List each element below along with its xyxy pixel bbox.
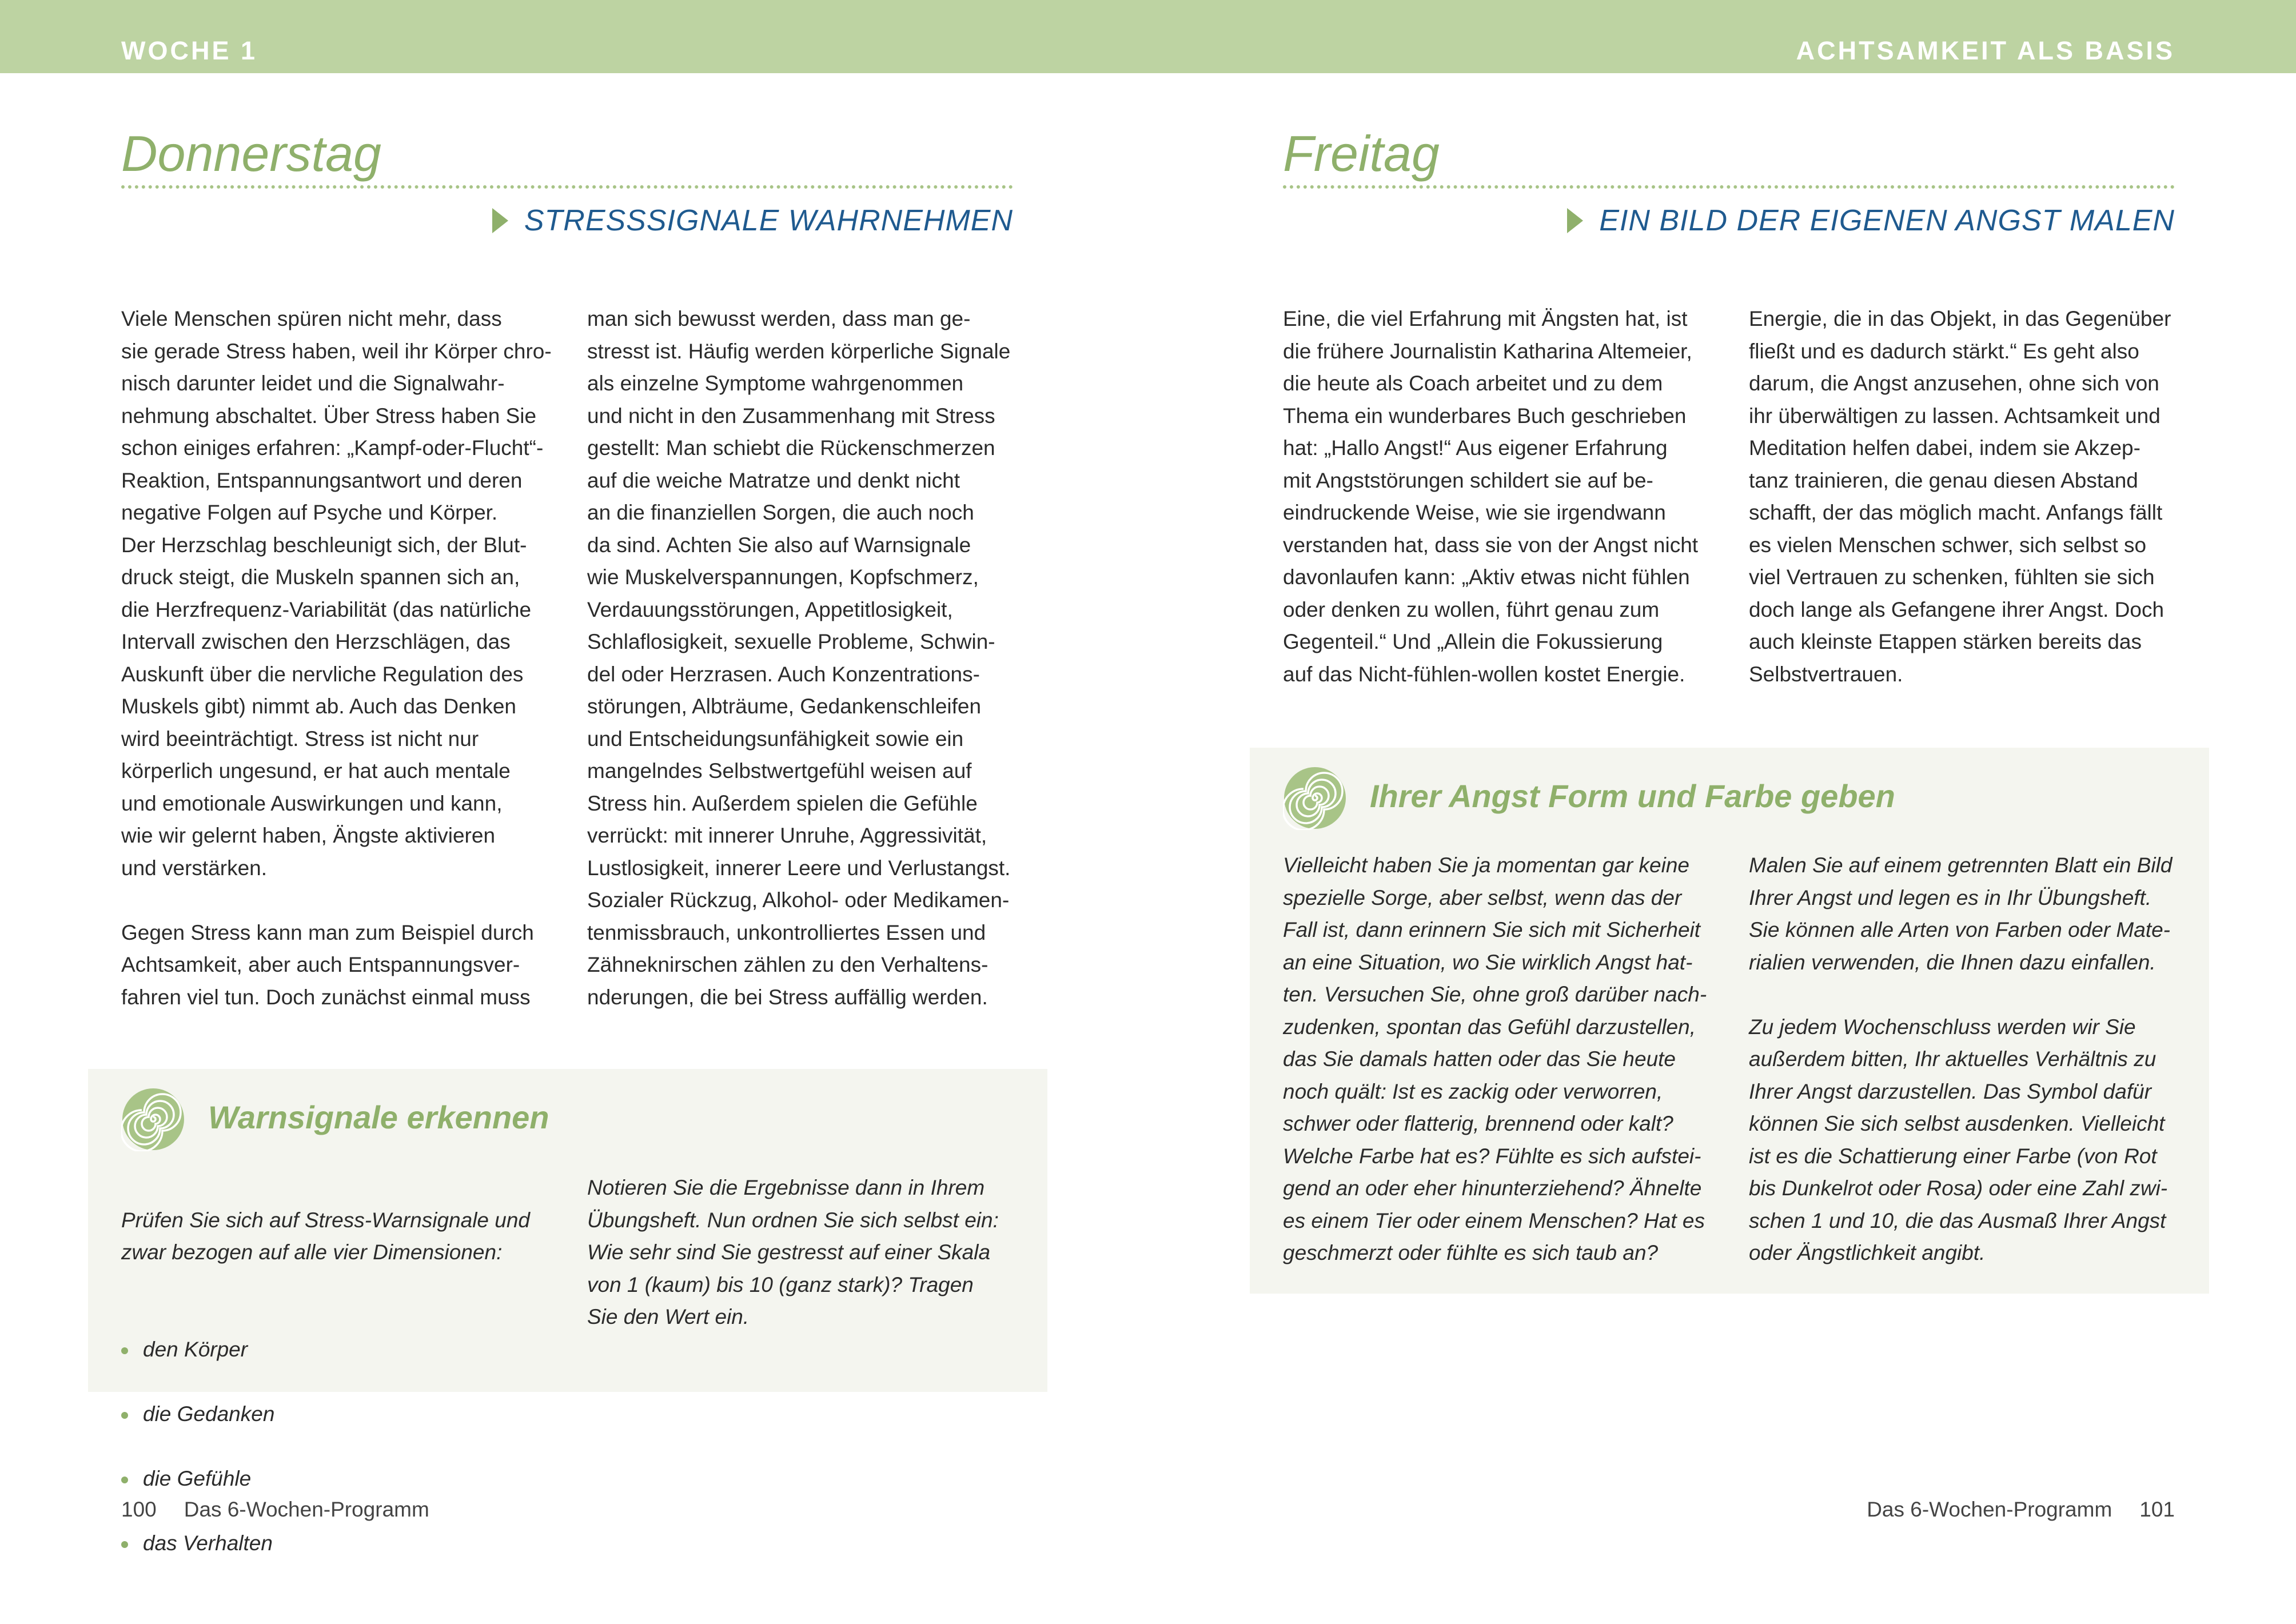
page-number-right: 101	[2139, 1498, 2175, 1521]
exercise-box-right-col2: Malen Sie auf einem getrennten Blatt ein Bild Ihrer Angst und legen es in Ihr Übungsheft. Sie können alle Arten von Farben oder Mate- rialien verwenden, die Ihnen dazu einfallen. Zu jedem Wochenschluss werden wir Sie außerdem bitten, Ihr aktuelles Verhältnis zu Ihrer Angst darzustellen. Das Symbol dafür können Sie sich selbst ausdenken. Vielleicht ist es die Schattierung einer Farbe (von Rot bis Dunkelrot oder Rosa) oder eine Zahl zwi- schen 1 und 10, die das Ausmaß Ihrer Angst oder Ängstlichkeit angibt.	[1749, 853, 2173, 1264]
list-item: den Körper	[121, 1334, 556, 1366]
list-item: die Gedanken	[121, 1398, 556, 1431]
subheading-left	[492, 204, 1013, 238]
footer-title-left: Das 6-Wochen-Programm	[184, 1498, 429, 1521]
day-title-right: Freitag	[1283, 125, 1440, 182]
list-item: das Verhalten	[121, 1527, 556, 1560]
exercise-box-left-col2: Notieren Sie die Ergebnisse dann in Ihrem Übungsheft. Nun ordnen Sie sich selbst ein: Wie sehr sind Sie gestresst auf einer Skala von 1 (kaum) bis 10 (ganz stark)? Tragen Sie den Wert ein.	[587, 1176, 999, 1328]
triangle-marker-icon	[492, 208, 508, 233]
dotted-divider-left	[121, 185, 1013, 189]
footer-title-right: Das 6-Wochen-Programm	[1867, 1498, 2112, 1521]
subheading-right	[1567, 204, 2175, 238]
triangle-marker-icon	[1567, 208, 1583, 233]
exercise-box-right-col1: Vielleicht haben Sie ja momentan gar keine spezielle Sorge, aber selbst, wenn das der Fall ist, dann erinnern Sie sich mit Sicherheit an eine Situation, wo Sie wirklich Angst hat- ten. Versuchen Sie, ohne groß darüber nach- zudenken, spontan das Gefühl darzustellen, das Sie damals hatten oder das Sie heute noch quält: Ist es zackig oder verworren, schwer oder flatterig, brennend oder kalt? Welche Farbe hat es? Fühlte es sich aufstei- gend an oder eher hinunterziehend? Ähnelte es einem Tier oder einem Menschen? Hat es geschmerzt oder fühlte es sich taub an?	[1283, 853, 1707, 1264]
page-number-left: 100	[121, 1498, 157, 1521]
list-item: die Gefühle	[121, 1463, 556, 1495]
body-column-right-2: Energie, die in das Objekt, in das Gegenüber fließt und es dadurch stärkt.“ Es geht also darum, die Angst anzusehen, ohne sich von ihr überwältigen zu lassen. Achtsamkeit und Meditation helfen dabei, indem sie Akzep- tanz trainieren, die genau diesen Abstand schafft, der das möglich macht. Anfangs fällt es vielen Menschen schwer, sich selbst so viel Vertrauen zu schenken, fühlten sie sich doch lange als Gefangene ihrer Angst. Doch auch kleinste Etappen stärken bereits das Selbstvertrauen.	[1749, 307, 2171, 686]
exercise-box-left-title: Warnsignale erkennen	[208, 1099, 549, 1135]
dotted-divider-right	[1283, 185, 2175, 189]
subheading-right-text: EIN BILD DER EIGENEN ANGST MALEN	[1599, 204, 2175, 237]
body-column-right-1: Eine, die viel Erfahrung mit Ängsten hat, ist die frühere Journalistin Katharina Altemeier, die heute als Coach arbeitet und zu dem Thema ein wunderbares Buch geschrieben hat: „Hallo Angst!“ Aus eigener Erfahrung mit Angststörungen schildert sie auf be- eindruckende Weise, wie sie irgendwann verstanden hat, dass sie von der Angst nicht davonlaufen kann: „Aktiv etwas nicht fühlen oder denken zu wollen, führt genau zum Gegenteil.“ Und „Allein die Fokussierung auf das Nicht-fühlen-wollen kostet Energie.	[1283, 307, 1699, 686]
day-title-left: Donnerstag	[121, 125, 381, 182]
header-section-label: ACHTSAMKEIT ALS BASIS	[1796, 36, 2175, 65]
footer-right	[1867, 1498, 2175, 1522]
spiral-icon	[121, 1087, 185, 1151]
footer-left	[121, 1498, 429, 1522]
dimension-list	[121, 1301, 556, 1592]
exercise-box-left-col1	[121, 1172, 556, 1624]
body-column-left-2: man sich bewusst werden, dass man ge- stresst ist. Häufig werden körperliche Signale als einzelne Symptome wahrgenommen und nicht in den Zusammenhang mit Stress gestellt: Man schiebt die Rückenschmerzen auf die weiche Matratze und denkt nicht an die finanziellen Sorgen, die auch noch da sind. Achten Sie also auf Warnsignale wie Muskelverspannungen, Kopfschmerz, Verdauungsstörungen, Appetitlosigkeit, Schlaflosigkeit, sexuelle Probleme, Schwin- del oder Herzrasen. Auch Konzentrations- störungen, Albträume, Gedankenschleifen und Entscheidungsunfähigkeit sowie ein mangelndes Selbstwertgefühl weisen auf Stress hin. Außerdem spielen die Gefühle verrückt: mit innerer Unruhe, Aggressivität, Lustlosigkeit, innerer Leere und Verlustangst. Sozialer Rückzug, Alkohol- oder Medikamen- tenmissbrauch, unkontrolliertes Essen und Zähneknirschen zählen zu den Verhaltens- nderungen, die bei Stress auffällig werden.	[587, 307, 1011, 1009]
exercise-box-right-title: Ihrer Angst Form und Farbe geben	[1370, 778, 1895, 814]
exercise-box-right	[1250, 748, 2209, 1294]
body-column-left-1: Viele Menschen spüren nicht mehr, dass sie gerade Stress haben, weil ihr Körper chro- nisch darunter leidet und die Signalwahr- nehmung abschaltet. Über Stress haben Sie schon einiges erfahren: „Kampf-oder-Flucht“- Reaktion, Entspannungsantwort und deren negative Folgen auf Psyche und Körper. Der Herzschlag beschleunigt sich, der Blut- druck steigt, die Muskeln spannen sich an, die Herzfrequenz-Variabilität (das natürliche Intervall zwischen den Herzschlägen, das Auskunft über die nervliche Regulation des Muskels gibt) nimmt ab. Auch das Denken wird beeinträchtigt. Stress ist nicht nur körperlich ungesund, er hat auch mentale und emotionale Auswirkungen und kann, wie wir gelernt haben, Ängste aktivieren und verstärken. Gegen Stress kann man zum Beispiel durch Achtsamkeit, aber auch Entspannungsver- fahren viel tun. Doch zunächst einmal muss	[121, 307, 552, 1009]
spiral-icon	[1283, 766, 1347, 830]
subheading-left-text: STRESSSIGNALE WAHRNEHMEN	[524, 204, 1013, 237]
header-week-label: WOCHE 1	[121, 36, 258, 65]
running-header	[0, 0, 2296, 73]
exercise-box-left-intro: Prüfen Sie sich auf Stress-Warnsignale und zwar bezogen auf alle vier Dimensionen:	[121, 1208, 531, 1264]
